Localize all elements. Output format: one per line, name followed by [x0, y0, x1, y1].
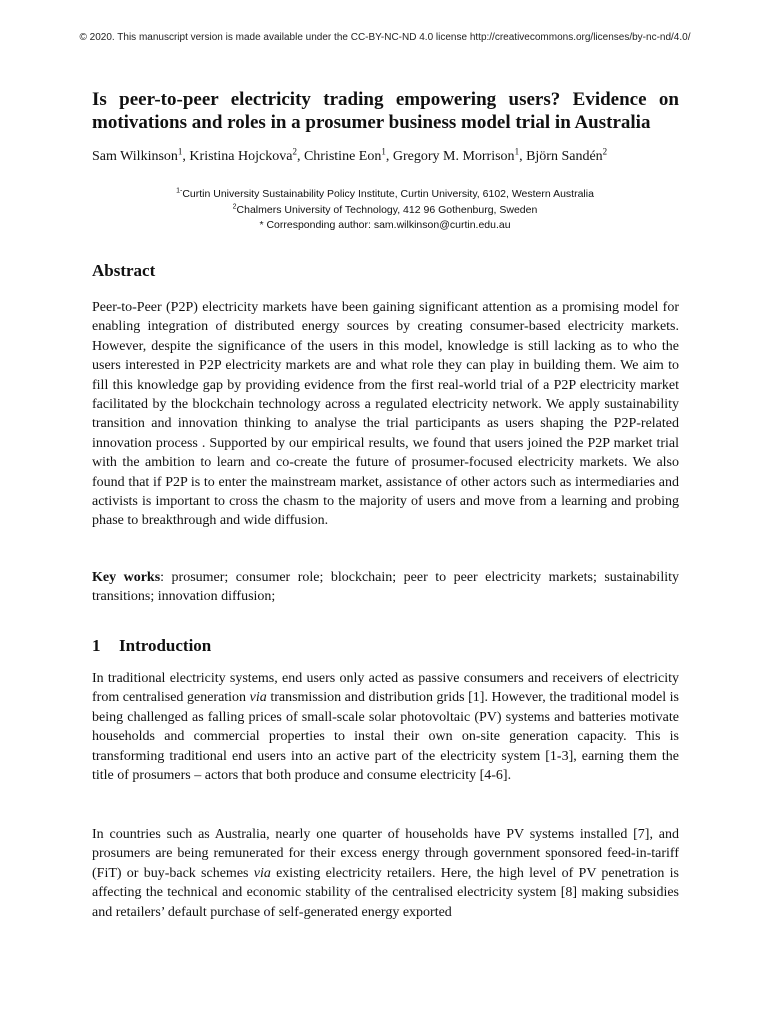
- introduction-heading: [92, 636, 211, 656]
- paragraph-text: transmission and distribution grids [1]. However, the traditional model is being challenged as falling prices of small-scale solar photovoltaic (PV) systems and batteries motivate households and commercial properties to instal their own on-site generation capacity. This is transforming traditional end users into an active part of the electricity system [1-3], earning them the title of prosumers – actors that both produce and consume electricity [4-6].: [92, 690, 679, 784]
- affiliation-mark: 1-: [176, 187, 183, 195]
- affiliation-line: [0, 203, 770, 219]
- author-separator: ,: [385, 149, 393, 164]
- corresponding-author: [0, 218, 770, 234]
- author-separator: ,: [519, 149, 527, 164]
- keywords-text: : prosumer; consumer role; blockchain; peer to peer electricity markets; sustainability transitions; innovation diffusion;: [92, 570, 679, 605]
- author-affiliation-mark: 1: [514, 146, 520, 157]
- license-notice: © 2020. This manuscript version is made available under the CC-BY-NC-ND 4.0 license http://creativecommons.org/licenses/by-nc-nd/4.0/: [79, 32, 691, 43]
- affiliation-block: [0, 187, 770, 234]
- affiliation-mark: 2: [232, 203, 237, 210]
- paragraph-text: existing electricity retailers. Here, the high level of PV penetration is affecting the technical and economic stability of the centralised electricity system [8] making subsidies and retailers’ default purchase of self-generated energy exported: [92, 865, 679, 920]
- italic-text: via: [249, 690, 267, 706]
- author-affiliation-mark: 1: [177, 146, 183, 157]
- author-name: Gregory M. Morrison: [392, 149, 515, 164]
- author-separator: ,: [182, 149, 190, 164]
- author-name: Björn Sandén: [526, 149, 603, 164]
- italic-text: via: [253, 865, 271, 881]
- section-number: 1: [92, 636, 101, 655]
- abstract-heading: Abstract: [92, 261, 156, 280]
- author-name: Kristina Hojckova: [189, 149, 293, 164]
- affiliation-text: Curtin University Sustainability Policy Institute, Curtin University, 6102, Western Australia: [182, 188, 594, 200]
- abstract-text: Peer-to-Peer (P2P) electricity markets have been gaining significant attention as a promising model for enabling integration of distributed energy sources by creating consumer-based electricity markets. However, despite the significance of the users in this model, knowledge is still lacking as to who the users interested in P2P electricity markets are and what role they can play in building them. We aim to fill this knowledge gap by providing evidence from the first real-world trial of a P2P electricity market facilitated by the blockchain technology across a regulated electricity network. We apply sustainability transition and innovation thinking to analyse the trial participants as users shaping the P2P-related innovation process . Supported by our empirical results, we found that users joined the P2P market trial with the ambition to learn and co-create the future of prosumer-focused electricity markets. We also found that if P2P is to enter the mainstream market, assistance of other actors such as intermediaries and activists is important to cross the chasm to the majority of users and move from a learning and probing phase to breakthrough and wide diffusion.: [92, 300, 679, 529]
- title-line-2: motivations and roles in a prosumer business model trial in Australia: [92, 112, 651, 133]
- section-title: Introduction: [119, 636, 212, 655]
- affiliation-line: [0, 187, 770, 203]
- paper-title: [92, 88, 679, 134]
- author-name: Sam Wilkinson: [92, 149, 178, 164]
- keywords: [92, 568, 679, 607]
- paragraph-text: In countries such as Australia, nearly one quarter of households have PV systems installed [7], and prosumers are being remunerated for their excess energy through government sponsored feed-in-tariff (FiT) or buy-back schemes: [92, 827, 679, 881]
- author-list: [92, 148, 692, 166]
- affiliation-text: Chalmers University of Technology, 412 96 Gothenburg, Sweden: [236, 203, 538, 216]
- author-affiliation-mark: 2: [602, 146, 608, 157]
- author-affiliation-mark: 1: [381, 146, 386, 157]
- keywords-label: Key works: [92, 570, 161, 585]
- introduction-paragraph-1: [92, 669, 679, 785]
- paragraph-text: In traditional electricity systems, end users only acted as passive consumers and receivers of electricity from centralised generation: [92, 671, 679, 706]
- title-line-1: Is peer-to-peer electricity trading empowering users? Evidence on: [92, 89, 679, 110]
- author-affiliation-mark: 2: [292, 146, 297, 157]
- author-separator: ,: [296, 149, 304, 164]
- corresponding-author-text: * Corresponding author: sam.wilkinson@curtin.edu.au: [259, 219, 511, 231]
- author-name: Christine Eon: [303, 149, 382, 164]
- introduction-paragraph-2: [92, 825, 679, 922]
